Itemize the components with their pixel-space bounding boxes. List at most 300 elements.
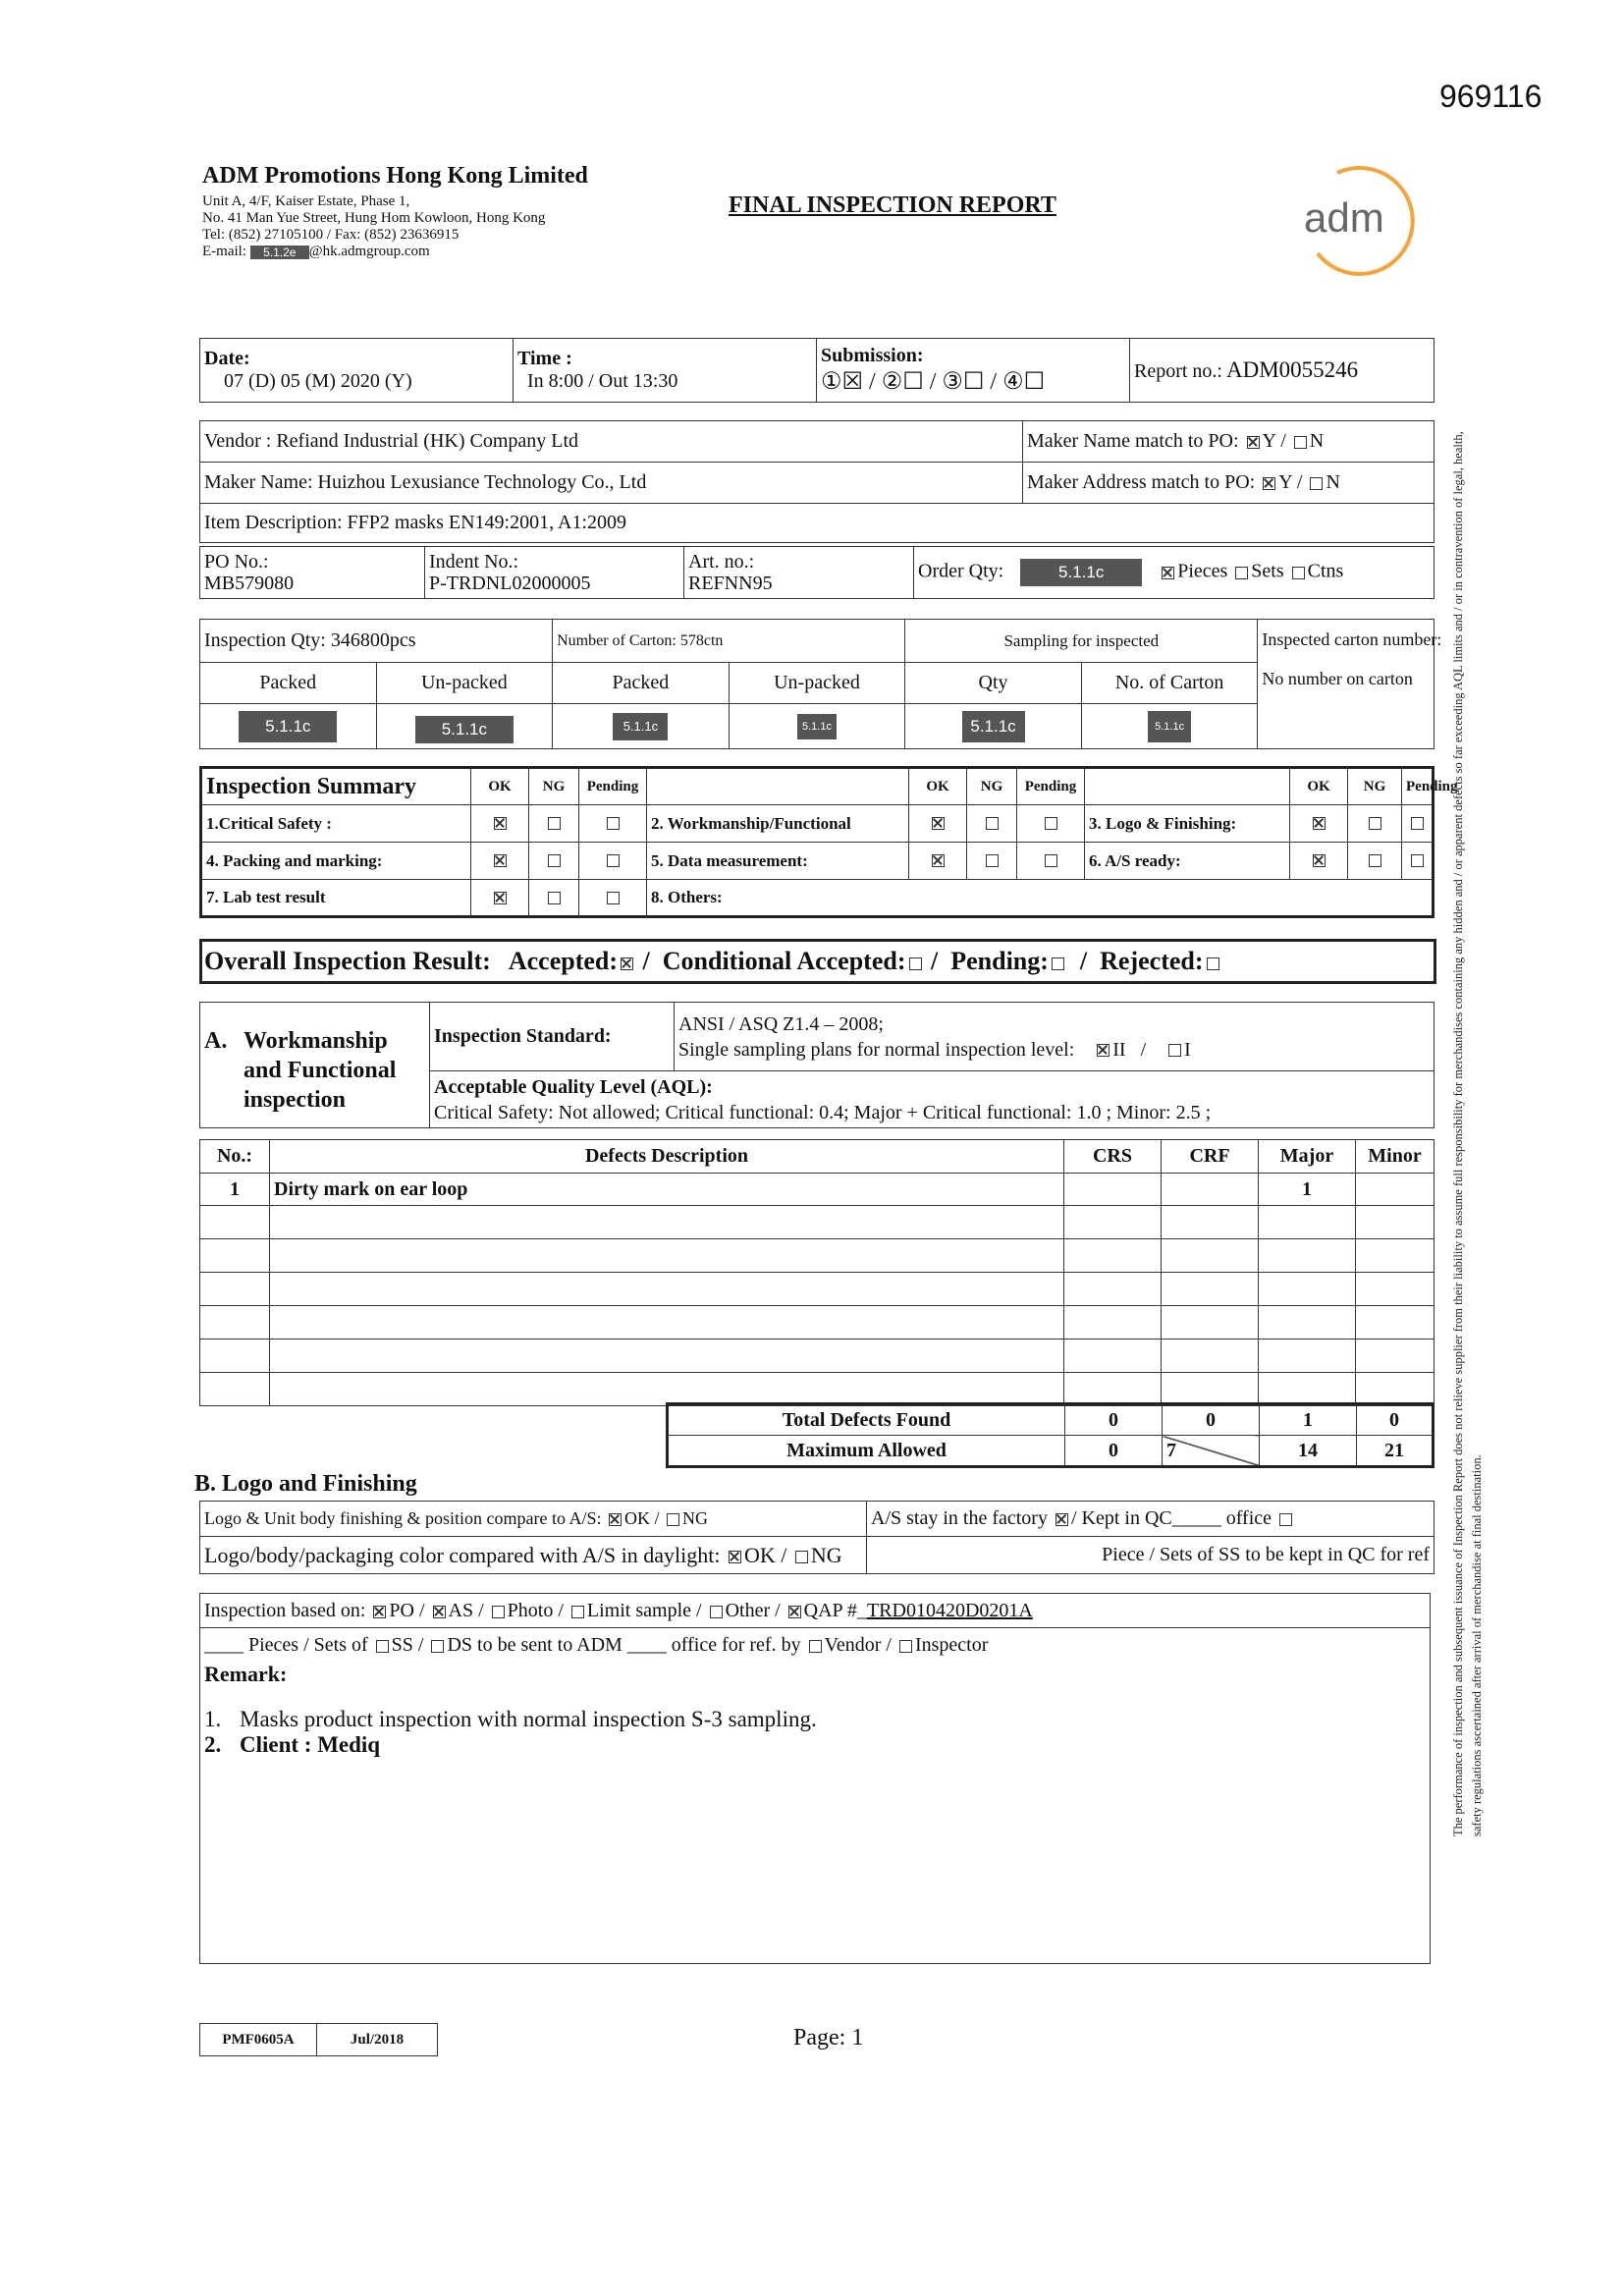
as-checkbox[interactable] [433,1606,446,1618]
empty-cell [270,1206,1064,1239]
rejected-checkbox[interactable] [1207,957,1219,970]
max-minor: 21 [1357,1436,1434,1467]
section-a-title: Workmanship and Functional inspection [244,1028,397,1113]
defect-minor [1356,1174,1435,1206]
po-label: PO / [389,1600,425,1621]
packed-value [200,704,377,749]
page-number: Page: 1 [793,2025,864,2050]
maker-name-match-label: Maker Name match to PO: [1027,430,1239,452]
total-major: 1 [1260,1404,1357,1436]
summary-blank [1085,768,1290,805]
table-row [200,1306,1435,1339]
ng-header: NG [1348,768,1402,805]
summary-title: Inspection Summary [201,768,471,805]
date-cell [200,339,514,403]
empty-cell [1162,1306,1259,1339]
ok-cell [471,805,529,843]
ok-checkbox[interactable] [932,817,945,830]
empty-cell [270,1306,1064,1339]
company-email [202,244,588,260]
pending-checkbox[interactable] [1411,817,1424,830]
standard-label: Inspection Standard: [430,1003,675,1071]
basis-remark-box [199,1593,1431,1964]
empty-cell [1259,1273,1356,1306]
other-label: Other / [725,1600,781,1621]
empty-cell [1356,1373,1435,1406]
as-stay-label: A/S stay in the factory [871,1507,1048,1529]
empty-cell [1064,1206,1162,1239]
ok-label: OK / [624,1508,660,1528]
empty-cell [200,1206,270,1239]
empty-cell [1259,1239,1356,1273]
empty-cell [1064,1373,1162,1406]
empty-cell [1259,1306,1356,1339]
ok-cell [471,880,529,917]
ok-header: OK [471,768,529,805]
sample-qty-value [905,704,1082,749]
max-crf: 7 [1163,1436,1260,1467]
pending-cell [1402,843,1434,880]
remark-num: 1. [204,1707,222,1731]
list-item [204,1707,1430,1732]
empty-cell [1259,1373,1356,1406]
po-cell [200,547,425,599]
qap-checkbox[interactable] [788,1606,801,1618]
ds-checkbox[interactable] [431,1640,444,1653]
redaction: 5.1.1c [415,716,514,743]
remark-list [200,1707,1430,1758]
ok-checkbox[interactable] [729,1551,741,1563]
defects-table [199,1139,1435,1406]
overall-label: Overall Inspection Result: [204,947,491,975]
inspected-carton-cell [1258,620,1442,749]
ng-checkbox[interactable] [795,1551,808,1563]
defect-crf [1162,1174,1259,1206]
pending-header: Pending [1017,768,1085,805]
section-a-letter: A. [204,1028,228,1054]
pending-checkbox[interactable] [1045,854,1057,867]
date-value: 07 (D) 05 (M) 2020 (Y) [224,370,412,392]
redaction: 5.1.1c [613,713,668,740]
unpacked-value [376,704,553,749]
ng-checkbox[interactable] [986,817,999,830]
n-checkbox[interactable] [1310,477,1323,490]
sets-checkbox[interactable] [1235,567,1248,579]
pending-cell [579,880,647,917]
empty-cell [1356,1339,1435,1373]
company-block [202,163,588,260]
email-prefix: E-mail: [202,244,246,259]
indent-value: P-TRDNL02000005 [429,573,591,594]
level-i-label: I [1184,1038,1191,1061]
ng-header: NG [529,768,579,805]
pending-checkbox[interactable] [1045,817,1057,830]
ng-checkbox[interactable] [548,817,561,830]
ng-label: NG [682,1508,708,1528]
section-a-cell [200,1003,430,1128]
total-crs: 0 [1065,1404,1163,1436]
standard-line-2: Single sampling plans for normal inspection level: II / I [678,1038,1191,1061]
empty-cell [1356,1239,1435,1273]
pending-cell [579,805,647,843]
maker-line: Maker Name: Huizhou Lexusiance Technology Co., Ltd [200,463,1023,504]
logo-row-2-label: Logo/body/packaging color compared with A/S in daylight: [204,1542,721,1567]
email-redaction: 5.1.2e [250,246,309,259]
ng-cell [967,843,1017,880]
workmanship-table [199,1002,1435,1128]
form-date: Jul/2018 [317,2024,438,2056]
empty-cell [1162,1206,1259,1239]
company-address-1: Unit A, 4/F, Kaiser Estate, Phase 1, [202,193,410,209]
po-value: MB579080 [204,573,295,594]
qap-value: TRD010420D0201A [866,1600,1033,1621]
ok-cell [909,843,967,880]
empty-cell [270,1339,1064,1373]
ok-checkbox[interactable] [494,892,507,904]
aql-line: Critical Safety: Not allowed; Critical functional: 0.4; Major + Critical functional: 1.0 ; Minor: 2.5 ; [434,1101,1212,1123]
po-checkbox[interactable] [373,1606,386,1618]
summary-item: 5. Data measurement: [647,843,909,880]
packed-header: Packed [553,663,730,704]
empty-cell [200,1239,270,1273]
order-qty-label: Order Qty: [918,560,1004,582]
n-checkbox[interactable] [1294,436,1307,449]
empty-cell [1259,1206,1356,1239]
report-title: FINAL INSPECTION REPORT [729,192,1056,218]
photo-checkbox[interactable] [492,1606,505,1618]
other-checkbox[interactable] [710,1606,723,1618]
time-cell [514,339,817,403]
company-name: ADM Promotions Hong Kong Limited [202,163,588,189]
ok-checkbox[interactable] [494,817,507,830]
maker-address-match-label: Maker Address match to PO: [1027,471,1256,493]
summary-item: 2. Workmanship/Functional [647,805,909,843]
logo-section-title: B. Logo and Finishing [194,1471,417,1497]
no-of-carton-header: No. of Carton [1081,663,1258,704]
inspected-carton-value: No number on carton [1262,669,1413,688]
pending-cell [1017,843,1085,880]
ss-label: SS / [391,1634,424,1656]
side-disclaimer-text: The performance of inspection and subsequent issuance of Inspection Report does not relieve supplier from their liability to assume full responsibility for merchandises containing any hidden and / or apparent defects so far exceeding AQL limits and / or in contravention of legal, health, safety regulations ascertained after arrival of merchandise at final destination. [1451,431,1484,1836]
logo-row-1-label: Logo & Unit body finishing & position compare to A/S: [204,1508,602,1528]
y-checkbox[interactable] [1247,436,1260,449]
empty-cell [1162,1273,1259,1306]
level-ii-label: II [1112,1038,1126,1061]
total-crf: 0 [1163,1404,1260,1436]
logo-row-2-left [200,1537,867,1574]
aql-label: Acceptable Quality Level (AQL): [434,1075,713,1098]
basis-label: Inspection based on: [204,1600,366,1621]
pending-checkbox[interactable] [607,892,620,904]
time-value: In 8:00 / Out 13:30 [527,370,678,392]
empty-cell [1162,1239,1259,1273]
ng-checkbox[interactable] [1369,817,1381,830]
inspection-summary-table [199,766,1458,918]
pending-cell [1017,805,1085,843]
unpacked-header: Un-packed [729,663,905,704]
po-label: PO No.: [204,551,269,573]
art-label: Art. no.: [688,551,755,573]
empty-cell [200,1373,270,1406]
item-description: Item Description: FFP2 masks EN149:2001, A1:2009 [200,504,1435,543]
pending-cell [1402,805,1434,843]
summary-blank [647,768,909,805]
unpacked-carton-value [729,704,905,749]
vendor-table [199,420,1435,543]
indent-label: Indent No.: [429,551,519,573]
standard-line-2-text: Single sampling plans for normal inspection level: [678,1038,1075,1061]
table-row [200,1273,1435,1306]
order-qty-redaction: 5.1.1c [1020,559,1142,586]
form-code-table [199,2023,438,2056]
pending-header: Pending [579,768,647,805]
pending-cell [579,843,647,880]
ng-cell [967,805,1017,843]
pieces-label: Pieces [1177,560,1228,582]
ng-cell [1348,843,1402,880]
ok-header: OK [909,768,967,805]
as-label: AS / [448,1600,484,1621]
col-description: Defects Description [270,1140,1064,1174]
basis-line-1 [200,1594,1430,1628]
submission-label: Submission: [821,345,924,366]
conditional-checkbox[interactable] [909,957,922,970]
ok-checkbox[interactable] [1313,854,1326,867]
kept-checkbox[interactable] [1279,1513,1292,1526]
ok-cell [909,805,967,843]
inspection-qty: Inspection Qty: 346800pcs [200,620,553,663]
adm-logo [1298,159,1420,281]
ok-cell [1290,805,1348,843]
ok-checkbox[interactable] [932,854,945,867]
vendor-line: Vendor : Refiand Industrial (HK) Company Ltd [200,421,1023,463]
redaction: 5.1.1c [239,711,337,742]
empty-cell [200,1306,270,1339]
ng-checkbox[interactable] [986,854,999,867]
ok-cell [1290,843,1348,880]
art-cell [684,547,914,599]
ng-header: NG [967,768,1017,805]
table-row [200,1239,1435,1273]
basis-line-2 [200,1628,1430,1662]
pending-label: Pending: [950,947,1049,975]
report-no-label: Report no.: [1134,360,1222,382]
qap-label: QAP #_ [803,1600,867,1621]
company-address-2: No. 41 Man Yue Street, Hung Hom Kowloon, Hong Kong [202,210,546,226]
y-label: Y / [1262,430,1286,452]
overall-result: Overall Inspection Result: Accepted: / Conditional Accepted: / Pending: / Rejected: [199,939,1436,984]
max-major: 14 [1260,1436,1357,1467]
side-disclaimer [1449,422,1489,1836]
adm-logo-text: adm [1304,194,1384,241]
ok-cell [471,843,529,880]
empty-cell [270,1239,1064,1273]
ng-cell [529,843,579,880]
summary-item: 7. Lab test result [201,880,471,917]
pieces-checkbox[interactable] [1162,567,1174,579]
col-no: No.: [200,1140,270,1174]
report-no-cell [1130,339,1435,403]
empty-cell [270,1373,1064,1406]
table-row [200,1339,1435,1373]
col-minor: Minor [1356,1140,1435,1174]
ng-cell [529,805,579,843]
pending-checkbox[interactable] [607,817,620,830]
defect-description: Dirty mark on ear loop [270,1174,1064,1206]
pending-checkbox[interactable] [1411,854,1424,867]
sampling-header: Sampling for inspected [905,620,1258,663]
empty-cell [1162,1373,1259,1406]
totals-table [666,1402,1435,1468]
n-label: N [1326,471,1340,493]
empty-cell [1064,1306,1162,1339]
level-i-checkbox[interactable] [1168,1044,1181,1057]
redaction: 5.1.1c [962,711,1025,742]
ok-label: OK / [743,1542,787,1567]
maker-address-match [1023,463,1435,504]
aql-cell [430,1071,1435,1128]
empty-cell [200,1273,270,1306]
ss-checkbox[interactable] [376,1640,389,1653]
redaction: 5.1.1c [1148,711,1191,742]
photo-label: Photo / [507,1600,564,1621]
y-label: Y / [1278,471,1303,493]
logo-table [199,1501,1435,1574]
empty-cell [1356,1306,1435,1339]
remark-text: Client : Mediq [240,1732,381,1757]
submission-cell [817,339,1130,403]
summary-item: 3. Logo & Finishing: [1085,805,1290,843]
indent-cell [425,547,684,599]
qty-header: Qty [905,663,1082,704]
empty-cell [1259,1339,1356,1373]
pending-checkbox[interactable] [1052,957,1064,970]
inspector-checkbox[interactable] [899,1640,912,1653]
ng-checkbox[interactable] [1369,854,1381,867]
n-label: N [1309,430,1325,452]
empty-cell [1356,1206,1435,1239]
date-label: Date: [204,348,250,369]
level-ii-checkbox[interactable] [1097,1044,1110,1057]
inspected-carton-label: Inspected carton number: [1262,629,1442,649]
pieces-sets-label: ____ Pieces / Sets of [204,1634,368,1656]
limit-sample-checkbox[interactable] [571,1606,584,1618]
accepted-label: Accepted: [508,947,619,975]
empty-cell [1064,1273,1162,1306]
logo-row-2-right: Piece / Sets of SS to be kept in QC for ref [867,1537,1435,1574]
art-value: REFNN95 [688,573,773,594]
rejected-label: Rejected: [1100,947,1204,975]
empty-cell [200,1339,270,1373]
logo-row-1-left [200,1502,867,1537]
empty-cell [1356,1273,1435,1306]
ctns-checkbox[interactable] [1292,567,1305,579]
document-number: 969116 [1439,79,1543,114]
ok-checkbox[interactable] [609,1513,622,1526]
form-code: PMF0605A [200,2024,317,2056]
summary-item: 1.Critical Safety : [201,805,471,843]
list-item [204,1732,1430,1758]
ng-cell [529,880,579,917]
packed-header: Packed [200,663,377,704]
number-of-carton: Number of Carton: 578ctn [553,620,905,663]
standard-line-1: ANSI / ASQ Z1.4 – 2008; [678,1012,884,1035]
redaction: 5.1.1c [797,714,837,739]
empty-cell [1162,1339,1259,1373]
ctns-label: Ctns [1307,560,1344,582]
max-allowed-label: Maximum Allowed [668,1436,1065,1467]
ng-label: NG [810,1542,842,1567]
packed-carton-value [553,704,730,749]
limit-sample-label: Limit sample / [586,1600,702,1621]
sets-label: Sets [1251,560,1284,582]
ds-label: DS to be sent to ADM ____ office for ref. by [447,1634,801,1656]
summary-item: 6. A/S ready: [1085,843,1290,880]
remark-label: Remark: [204,1662,288,1686]
table-row [200,1373,1435,1406]
accepted-checkbox[interactable] [621,957,633,970]
ok-header: OK [1290,768,1348,805]
kept-label: / Kept in QC_____ office [1070,1507,1272,1529]
vendor-label: Vendor / [824,1634,892,1656]
ok-checkbox[interactable] [494,854,507,867]
remark-text: Masks product inspection with normal inspection S-3 sampling. [240,1707,817,1731]
total-minor: 0 [1357,1404,1434,1436]
defect-no: 1 [200,1174,270,1206]
header-table [199,338,1435,403]
company-tel: Tel: (852) 27105100 / Fax: (852) 23636915 [202,227,460,243]
table-row [200,1206,1435,1239]
ng-checkbox[interactable] [548,854,561,867]
maker-name-match [1023,421,1435,463]
col-crf: CRF [1162,1140,1259,1174]
total-defects-label: Total Defects Found [668,1404,1065,1436]
col-crs: CRS [1064,1140,1162,1174]
vendor-checkbox[interactable] [809,1640,822,1653]
standard-value [675,1003,1435,1071]
pending-header: Pending [1402,768,1434,805]
summary-item: 4. Packing and marking: [201,843,471,880]
pending-checkbox[interactable] [607,854,620,867]
ng-cell [1348,805,1402,843]
ok-checkbox[interactable] [1313,817,1326,830]
time-label: Time : [517,348,572,369]
unpacked-header: Un-packed [376,663,553,704]
empty-cell [270,1273,1064,1306]
ng-checkbox[interactable] [667,1513,679,1526]
ng-checkbox[interactable] [548,892,561,904]
defect-crs [1064,1174,1162,1206]
po-table [199,546,1435,599]
max-crs: 0 [1065,1436,1163,1467]
y-checkbox[interactable] [1263,477,1275,490]
conditional-label: Conditional Accepted: [662,947,906,975]
as-stay-checkbox[interactable] [1056,1513,1068,1526]
email-suffix: @hk.admgroup.com [308,244,430,259]
empty-cell [1064,1239,1162,1273]
summary-item: 8. Others: [647,880,1434,917]
sample-carton-value [1081,704,1258,749]
defect-major: 1 [1259,1174,1356,1206]
remark-num: 2. [204,1732,222,1757]
submission-value: ①☒ / ②☐ / ③☐ / ④☐ [821,369,1046,395]
table-row [200,1174,1435,1206]
order-qty-cell [914,547,1435,599]
inspector-label: Inspector [914,1634,989,1656]
empty-cell [1064,1339,1162,1373]
col-major: Major [1259,1140,1356,1174]
report-no-value: ADM0055246 [1226,357,1359,382]
